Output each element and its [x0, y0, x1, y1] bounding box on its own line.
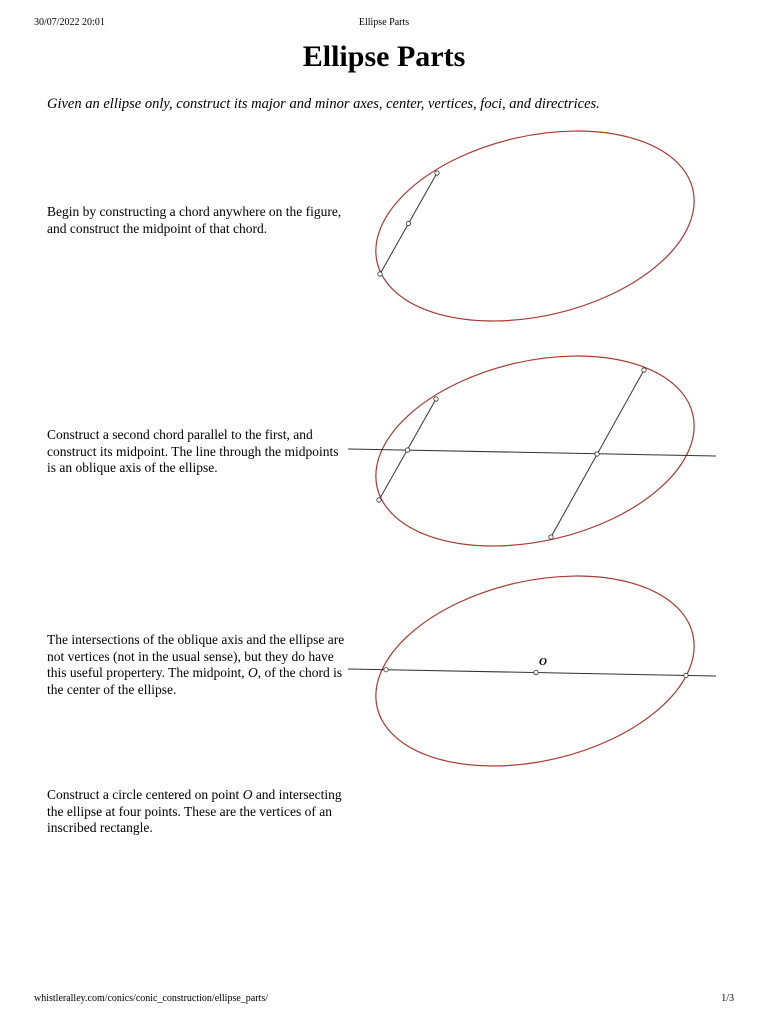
chord-endpoint	[642, 368, 646, 372]
chord-endpoint	[377, 498, 381, 502]
print-date: 30/07/2022 20:01	[34, 17, 105, 28]
center-label-o: O	[539, 656, 547, 668]
page-number: 1/3	[721, 993, 734, 1004]
chord-endpoint	[549, 535, 553, 539]
figure-2-parallel-chords	[340, 355, 720, 555]
figure-3-oblique-axis-center	[340, 575, 720, 775]
step-4-text-after: and intersecting the ellipse at four points. These are the vertices of an inscribed rectangle.	[47, 787, 342, 835]
footer-url: whistleralley.com/conics/conic_construction/ellipse_parts/	[34, 993, 269, 1004]
page-title: Ellipse Parts	[302, 40, 466, 73]
print-header-title: Ellipse Parts	[358, 17, 410, 28]
ellipse	[357, 130, 713, 330]
step-3-text	[47, 632, 347, 698]
oblique-axis	[348, 449, 716, 456]
oblique-axis	[348, 669, 716, 676]
step-4-text-before: Construct a circle centered on point	[47, 787, 243, 802]
point-o-label: O	[242, 787, 253, 802]
chord-endpoint	[378, 272, 382, 276]
point-o-label: O	[247, 665, 258, 680]
chord-endpoint	[435, 171, 439, 175]
axis-intersection	[384, 668, 388, 672]
step-3-text-after: , of the chord is the center of the ellipse.	[47, 665, 343, 697]
figure-1-ellipse-chord	[340, 130, 720, 330]
chord-endpoint	[434, 397, 438, 401]
step-4-text	[47, 787, 347, 837]
chord-midpoint	[406, 221, 410, 225]
step-3-text-before: The intersections of the oblique axis and the ellipse are not vertices (not in the usual sense), but they do have this useful propertery. The midpoint,	[47, 632, 345, 680]
intro-text: Given an ellipse only, construct its major and minor axes, center, vertices, foci, and directrices.	[47, 96, 600, 112]
chord-midpoint	[405, 448, 409, 452]
center-point-o	[534, 670, 538, 674]
axis-intersection	[684, 673, 688, 677]
step-2-text: Construct a second chord parallel to the first, and construct its midpoint. The line through the midpoints is an oblique axis of the ellipse.	[47, 427, 339, 475]
step-1-text: Begin by constructing a chord anywhere on the figure, and construct the midpoint of that chord.	[47, 204, 342, 236]
chord-midpoint	[595, 452, 599, 456]
